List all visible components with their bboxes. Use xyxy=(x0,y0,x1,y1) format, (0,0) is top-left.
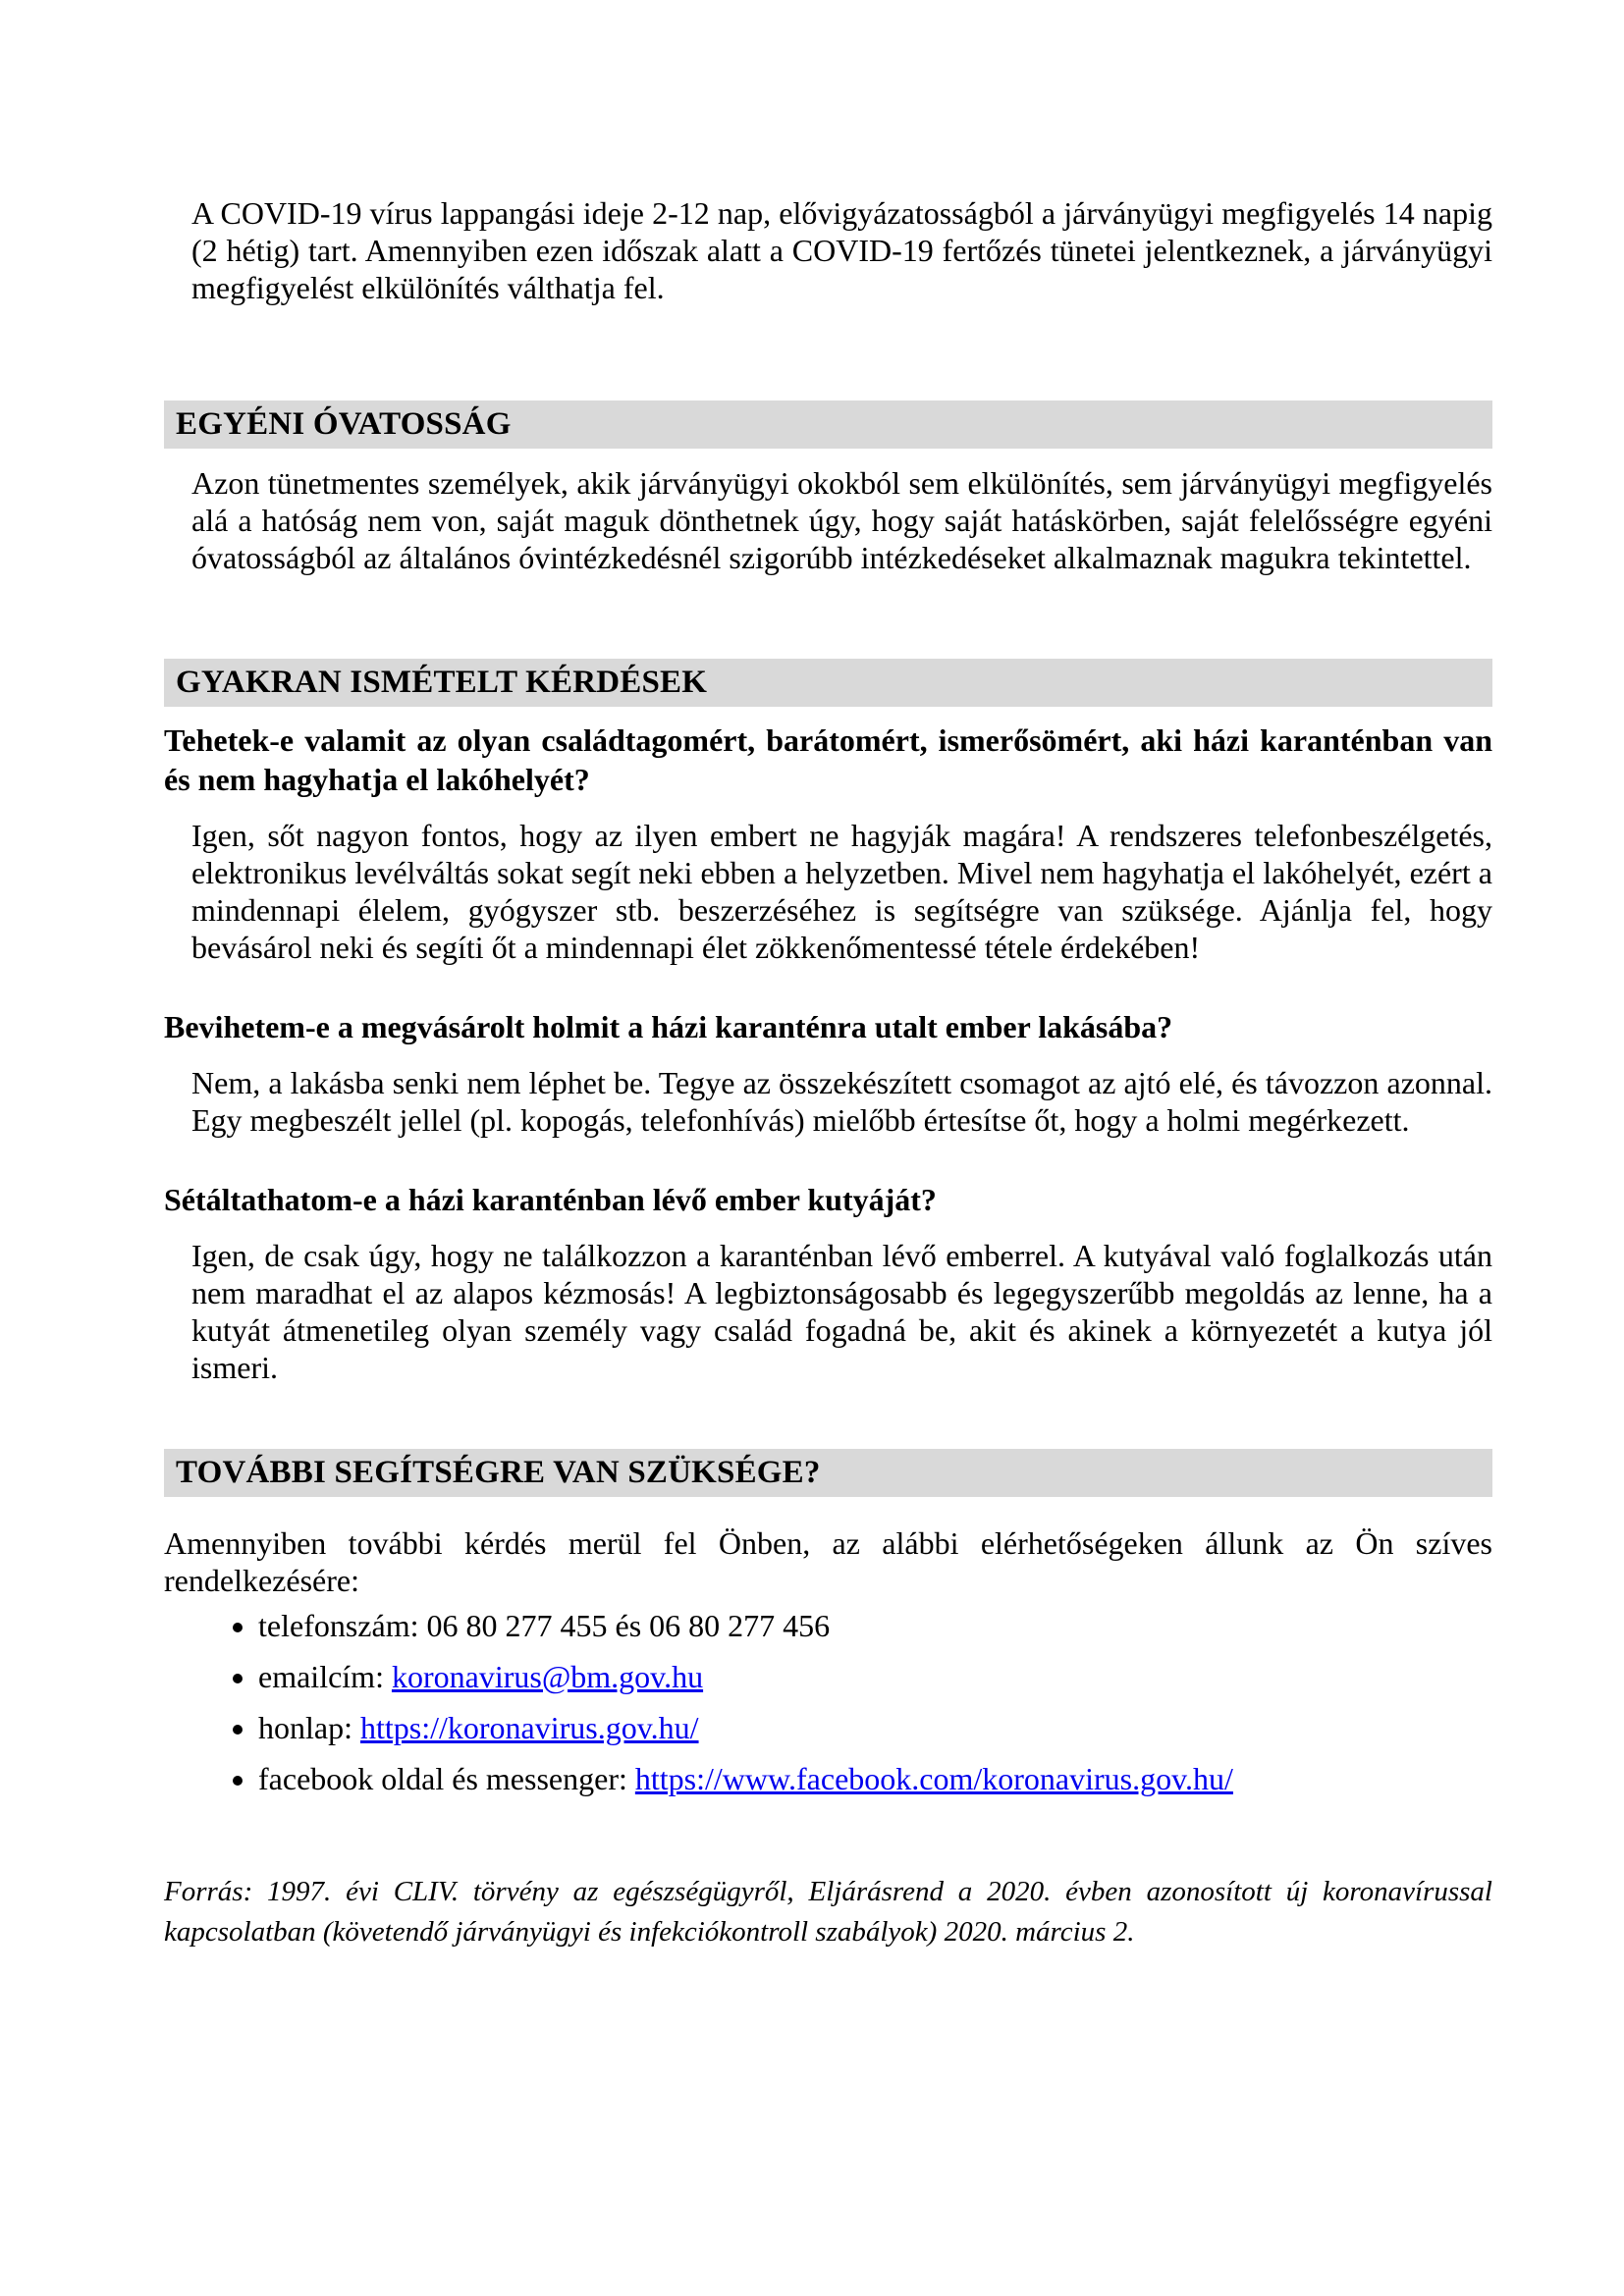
email-link[interactable]: koronavirus@bm.gov.hu xyxy=(391,1659,704,1694)
contact-email-label: emailcím: xyxy=(258,1659,384,1694)
contact-facebook-label: facebook oldal és messenger: xyxy=(258,1761,627,1796)
contact-website xyxy=(258,1709,1492,1746)
website-link[interactable]: https://koronavirus.gov.hu/ xyxy=(359,1710,699,1745)
faq-question-2: Bevihetem-e a megvásárolt holmit a házi karanténra utalt ember lakásába? xyxy=(164,1009,1173,1044)
section-heading-tovabbi-segitseg: TOVÁBBI SEGÍTSÉGRE VAN SZÜKSÉGE? xyxy=(164,1449,1492,1497)
facebook-link[interactable]: https://www.facebook.com/koronavirus.gov.hu/ xyxy=(634,1761,1233,1796)
contact-list xyxy=(164,1607,1492,1797)
faq-question-3: Sétáltathatom-e a házi karanténban lévő ember kutyáját? xyxy=(164,1182,937,1217)
contact-phone xyxy=(258,1607,1492,1644)
section-heading-egyeni-ovatossag: EGYÉNI ÓVATOSSÁG xyxy=(164,400,1492,449)
contact-email xyxy=(258,1658,1492,1695)
faq-question-1: Tehetek-e valamit az olyan családtagomért, barátomért, ismerősömért, aki házi karanténban van és nem hagyhatja el lakóhelyét? xyxy=(164,722,1492,797)
intro-paragraph: A COVID-19 vírus lappangási ideje 2-12 nap, elővigyázatosságból a járványügyi megfigyelés 14 napig (2 hétig) tart. Amennyiben ezen időszak alatt a COVID-19 fertőzés tünetei jelentkeznek, a járványügyi megfigyelést elkülönítés válthatja fel. xyxy=(191,195,1492,305)
contact-facebook xyxy=(258,1760,1492,1797)
faq-answer-2: Nem, a lakásba senki nem léphet be. Tegye az összekészített csomagot az ajtó elé, és távozzon azonnal. Egy megbeszélt jellel (pl. kopogás, telefonhívás) mielőbb értesítse őt, hogy a holmi megérkezett. xyxy=(191,1065,1492,1138)
contact-phone-label: telefonszám: xyxy=(258,1608,419,1643)
help-intro-paragraph: Amennyiben további kérdés merül fel Önben, az alábbi elérhetőségeken állunk az Ön szíves rendelkezésére: xyxy=(164,1525,1492,1598)
faq-answer-1: Igen, sőt nagyon fontos, hogy az ilyen embert ne hagyják magára! A rendszeres telefonbeszélgetés, elektronikus levélváltás sokat segít neki ebben a helyzetben. Mivel nem hagyhatja el lakóhelyét, ezért a mindennapi élelem, gyógyszer stb. beszerzéséhez is segítségre van szüksége. Ajánlja fel, hogy bevásárol neki és segíti őt a mindennapi élet zökkenőmentessé tétele érdekében! xyxy=(191,818,1492,965)
source-footnote: Forrás: 1997. évi CLIV. törvény az egészségügyről, Eljárásrend a 2020. évben azonosított új koronavírussal kapcsolatban (követendő járványügyi és infekciókontroll szabályok) 2020. március 2. xyxy=(164,1876,1492,1948)
faq-answer-3: Igen, de csak úgy, hogy ne találkozzon a karanténban lévő emberrel. A kutyával való foglalkozás után nem maradhat el az alapos kézmosás! A legbiztonságosabb és legegyszerűbb megoldás az lenne, ha a kutyát átmenetileg olyan személy vagy család fogadná be, akit és akinek a környezetét a kutya jól ismeri. xyxy=(191,1238,1492,1385)
contact-phone-numbers: 06 80 277 455 és 06 80 277 456 xyxy=(426,1608,831,1643)
egyeni-ovatossag-paragraph: Azon tünetmentes személyek, akik járványügyi okokból sem elkülönítés, sem járványügyi megfigyelés alá a hatóság nem von, saját maguk dönthetnek úgy, hogy saját hatáskörben, saját felelősségre egyéni óvatosságból az általános óvintézkedésnél szigorúbb intézkedéseket alkalmaznak magukra tekintettel. xyxy=(191,465,1492,575)
section-heading-gyakran-ismetelt-kerdesek: GYAKRAN ISMÉTELT KÉRDÉSEK xyxy=(164,659,1492,707)
contact-website-label: honlap: xyxy=(258,1710,352,1745)
